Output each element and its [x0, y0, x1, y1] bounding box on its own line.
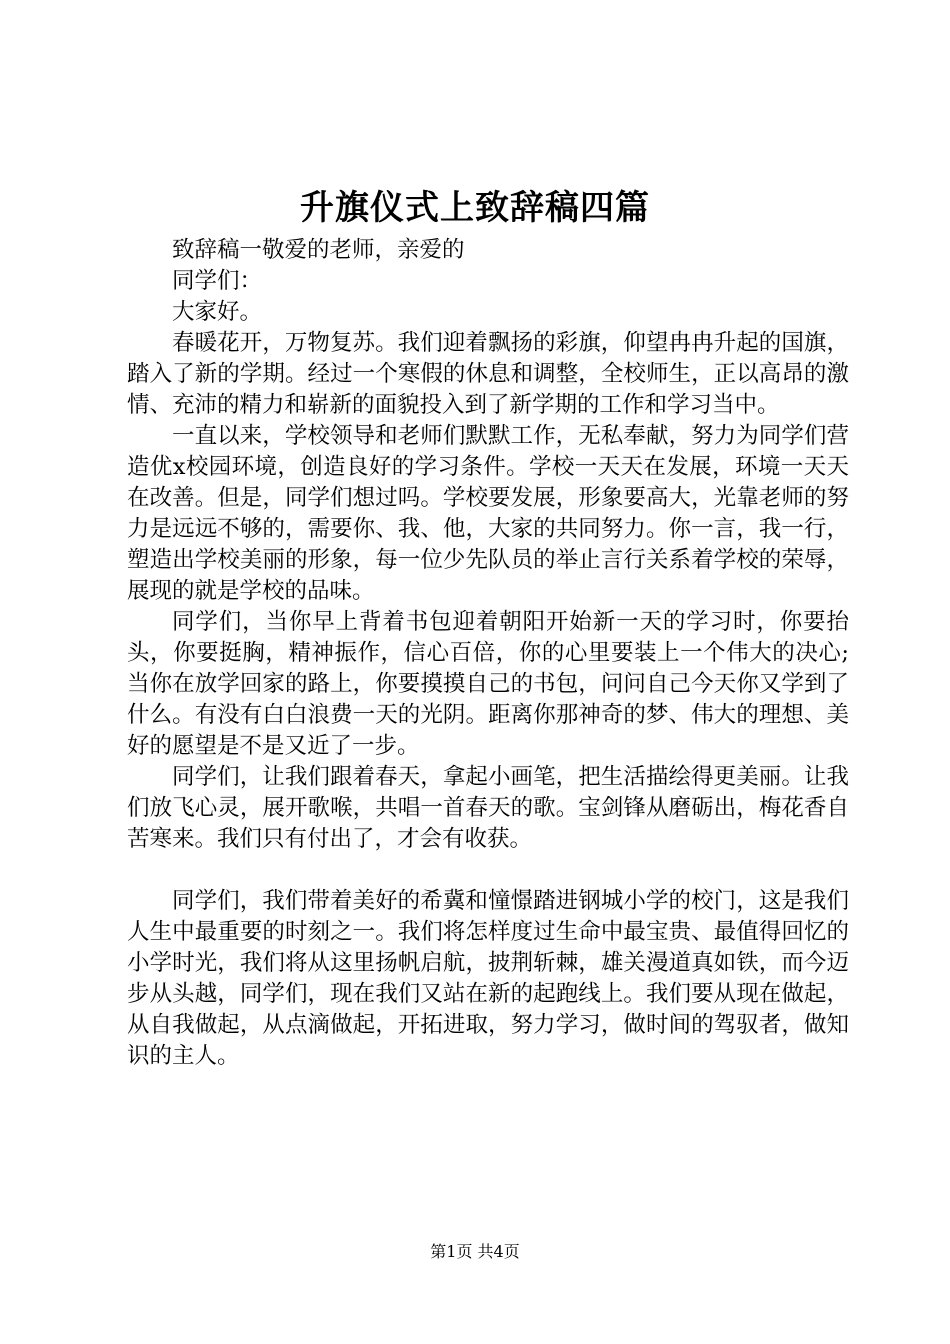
document-title: 升旗仪式上致辞稿四篇	[300, 188, 650, 228]
paragraph-greeting: 大家好。	[172, 299, 263, 325]
page-footer: 第1页 共4页	[430, 1242, 520, 1261]
paragraph-school: 一直以来，学校领导和老师们默默工作，无私奉献，努力为同学们营造优x校园环境，创造良好的学习条件。学校一天天在发展，环境一天天在改善。但是，同学们想过吗。学校要发展，形象要高大，光靠老师的努力是远远不够的，需要你、我、他，大家的共同努力。你一言，我一行，塑造出学校美丽的形象，每一位少先队员的举止言行关系着学校的荣辱，展现的就是学校的品味。	[127, 423, 849, 604]
paragraph-spring: 春暖花开，万物复苏。我们迎着飘扬的彩旗，仰望冉冉升起的国旗，踏入了新的学期。经过一个寒假的休息和调整，全校师生，正以高昂的激情、充沛的精力和崭新的面貌投入到了新学期的工作和学习当中。	[127, 330, 849, 418]
document-body	[127, 235, 849, 1072]
paragraph-salutation: 致辞稿一敬爱的老师，亲爱的	[172, 237, 465, 263]
paragraph-morning: 同学们，当你早上背着书包迎着朝阳开始新一天的学习时，你要抬头，你要挺胸，精神振作，信心百倍，你的心里要装上一个伟大的决心;当你在放学回家的路上，你要摸摸自己的书包，问问自己今天你又学到了什么。有没有白白浪费一天的光阴。距离你那神奇的梦、伟大的理想、美好的愿望是不是又近了一步。	[127, 609, 849, 759]
paragraph-new-start: 同学们，我们带着美好的希冀和憧憬踏进钢城小学的校门，这是我们人生中最重要的时刻之一。我们将怎样度过生命中最宝贵、最值得回忆的小学时光，我们将从这里扬帆启航，披荆斩棘，雄关漫道真如铁，而今迈步从头越，同学们，现在我们又站在新的起跑线上。我们要从现在做起，从自我做起，从点滴做起，开拓进取，努力学习，做时间的驾驭者，做知识的主人。	[127, 888, 849, 1069]
paragraph-follow-spring: 同学们，让我们跟着春天，拿起小画笔，把生活描绘得更美丽。让我们放飞心灵，展开歌喉，共唱一首春天的歌。宝剑锋从磨砺出，梅花香自苦寒来。我们只有付出了，才会有收获。	[127, 764, 849, 852]
paragraph-salutation-cont: 同学们：	[172, 268, 263, 294]
